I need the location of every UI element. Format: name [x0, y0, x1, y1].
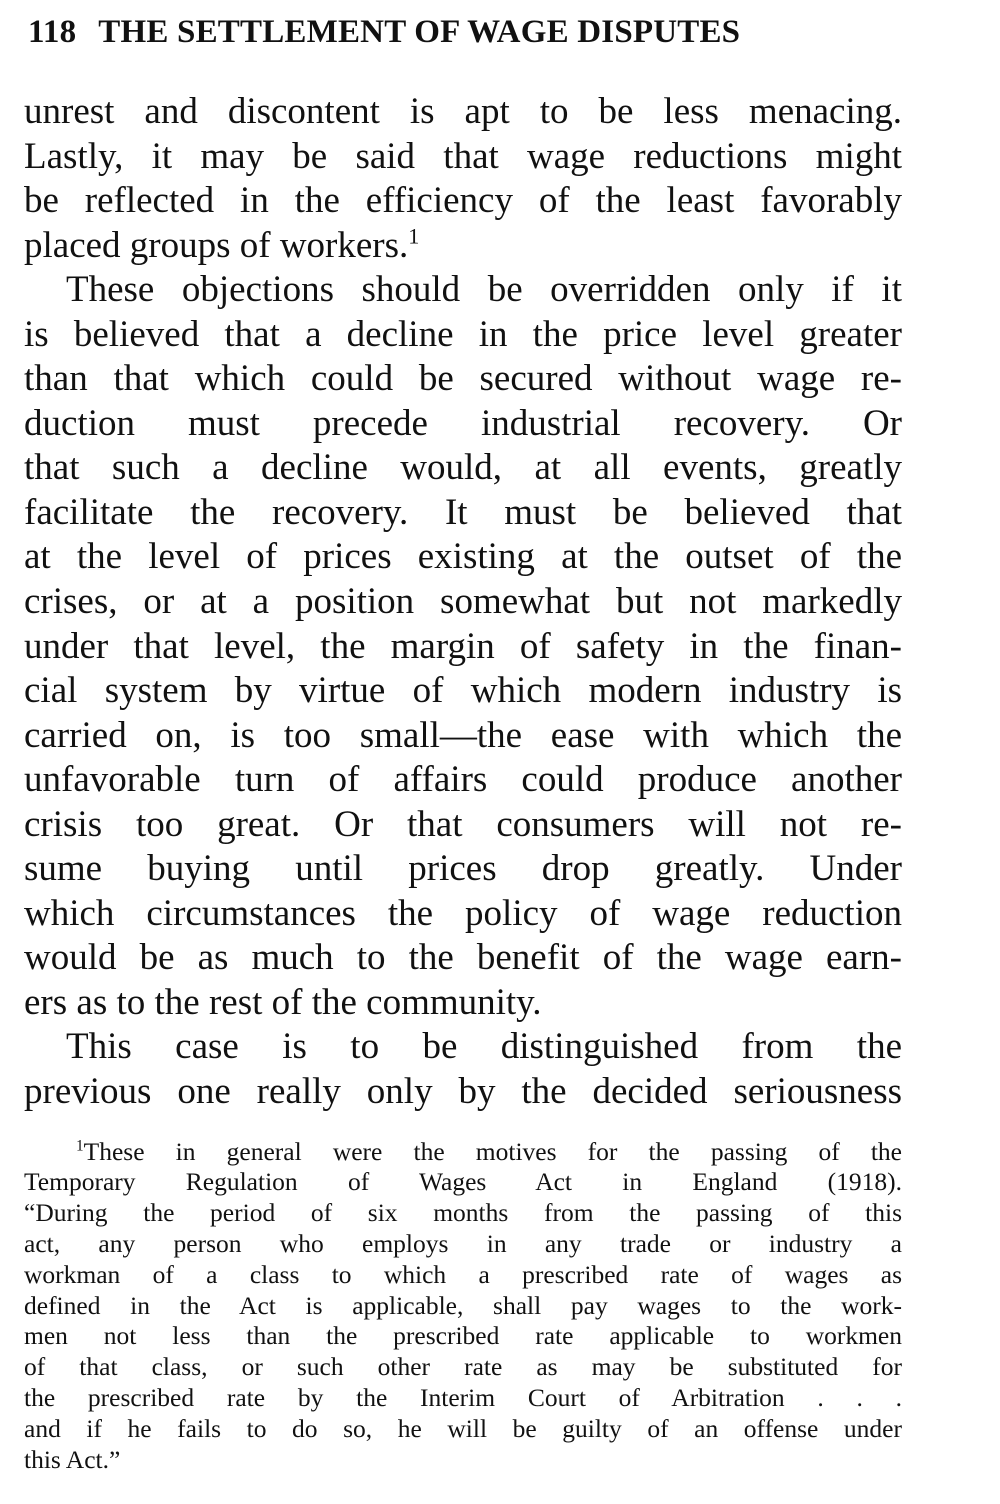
body-line: Lastly, it may be said that wage reductions might — [24, 135, 902, 177]
body-line: ers as to the rest of the community. — [24, 981, 542, 1023]
footnote-line-text: These in general were the motives for the passing of the — [83, 1136, 902, 1166]
page-number: 118 — [28, 13, 77, 50]
running-head — [24, 8, 902, 56]
body-line: is believed that a decline in the price level greater — [24, 313, 902, 355]
body-text — [24, 90, 902, 1115]
footnote-line: “During the period of six months from the passing of this — [24, 1198, 902, 1228]
body-line: cial system by virtue of which modern industry is — [24, 670, 902, 712]
body-line: duction must precede industrial recovery. Or — [24, 402, 902, 444]
footnote-line: and if he fails to do so, he will be guilty of an offense under — [24, 1413, 902, 1443]
footnote-line: workman of a class to which a prescribed rate of wages as — [24, 1259, 902, 1289]
paragraph-first-line: These objections should be overridden only if it — [66, 269, 902, 311]
body-line: unfavorable turn of affairs could produce another — [24, 759, 902, 801]
body-line — [24, 224, 902, 269]
footnotes — [24, 1137, 902, 1476]
footnote-line: the prescribed rate by the Interim Court of Arbitration . . . — [24, 1382, 902, 1412]
running-title: THE SETTLEMENT OF WAGE DISPUTES — [98, 13, 741, 50]
body-line: unrest and discontent is apt to be less menacing. — [24, 91, 902, 132]
footnote-line: defined in the Act is applicable, shall pay wages to the work- — [24, 1290, 902, 1320]
book-page — [24, 8, 902, 1475]
footnote-reference: 1 — [408, 223, 420, 249]
body-line: under that level, the margin of safety in the finan- — [24, 625, 902, 667]
footnote-line: Temporary Regulation of Wages Act in England (1918). — [24, 1167, 902, 1197]
body-line: which circumstances the policy of wage reduction — [24, 892, 902, 934]
body-line: at the level of prices existing at the outset of the — [24, 536, 902, 578]
body-line: previous one really only by the decided seriousness — [24, 1071, 902, 1113]
body-line: than that which could be secured without wage re- — [24, 358, 902, 400]
body-line: facilitate the recovery. It must be believed that — [24, 491, 902, 533]
body-line: would be as much to the benefit of the wage earn- — [24, 937, 902, 979]
body-line: be reflected in the efficiency of the least favorably — [24, 180, 902, 222]
footnote-line: act, any person who employs in any trade or industry a — [24, 1228, 902, 1258]
footnote-line: of that class, or such other rate as may be substituted for — [24, 1352, 902, 1382]
body-line: that such a decline would, at all events, greatly — [24, 447, 902, 489]
body-line: carried on, is too small—the ease with which the — [24, 714, 902, 756]
footnote-line — [24, 1137, 902, 1168]
footnote-line: men not less than the prescribed rate applicable to workmen — [24, 1321, 902, 1351]
body-line: sume buying until prices drop greatly. Under — [24, 848, 902, 890]
footnote-line: this Act.” — [24, 1444, 121, 1474]
body-line: crisis too great. Or that consumers will not re- — [24, 803, 902, 845]
paragraph-first-line: This case is to be distinguished from the — [66, 1026, 902, 1068]
footnote-marker: 1 — [76, 1137, 84, 1155]
body-line: crises, or at a position somewhat but not markedly — [24, 581, 902, 623]
body-line-text: placed groups of workers. — [24, 224, 409, 266]
